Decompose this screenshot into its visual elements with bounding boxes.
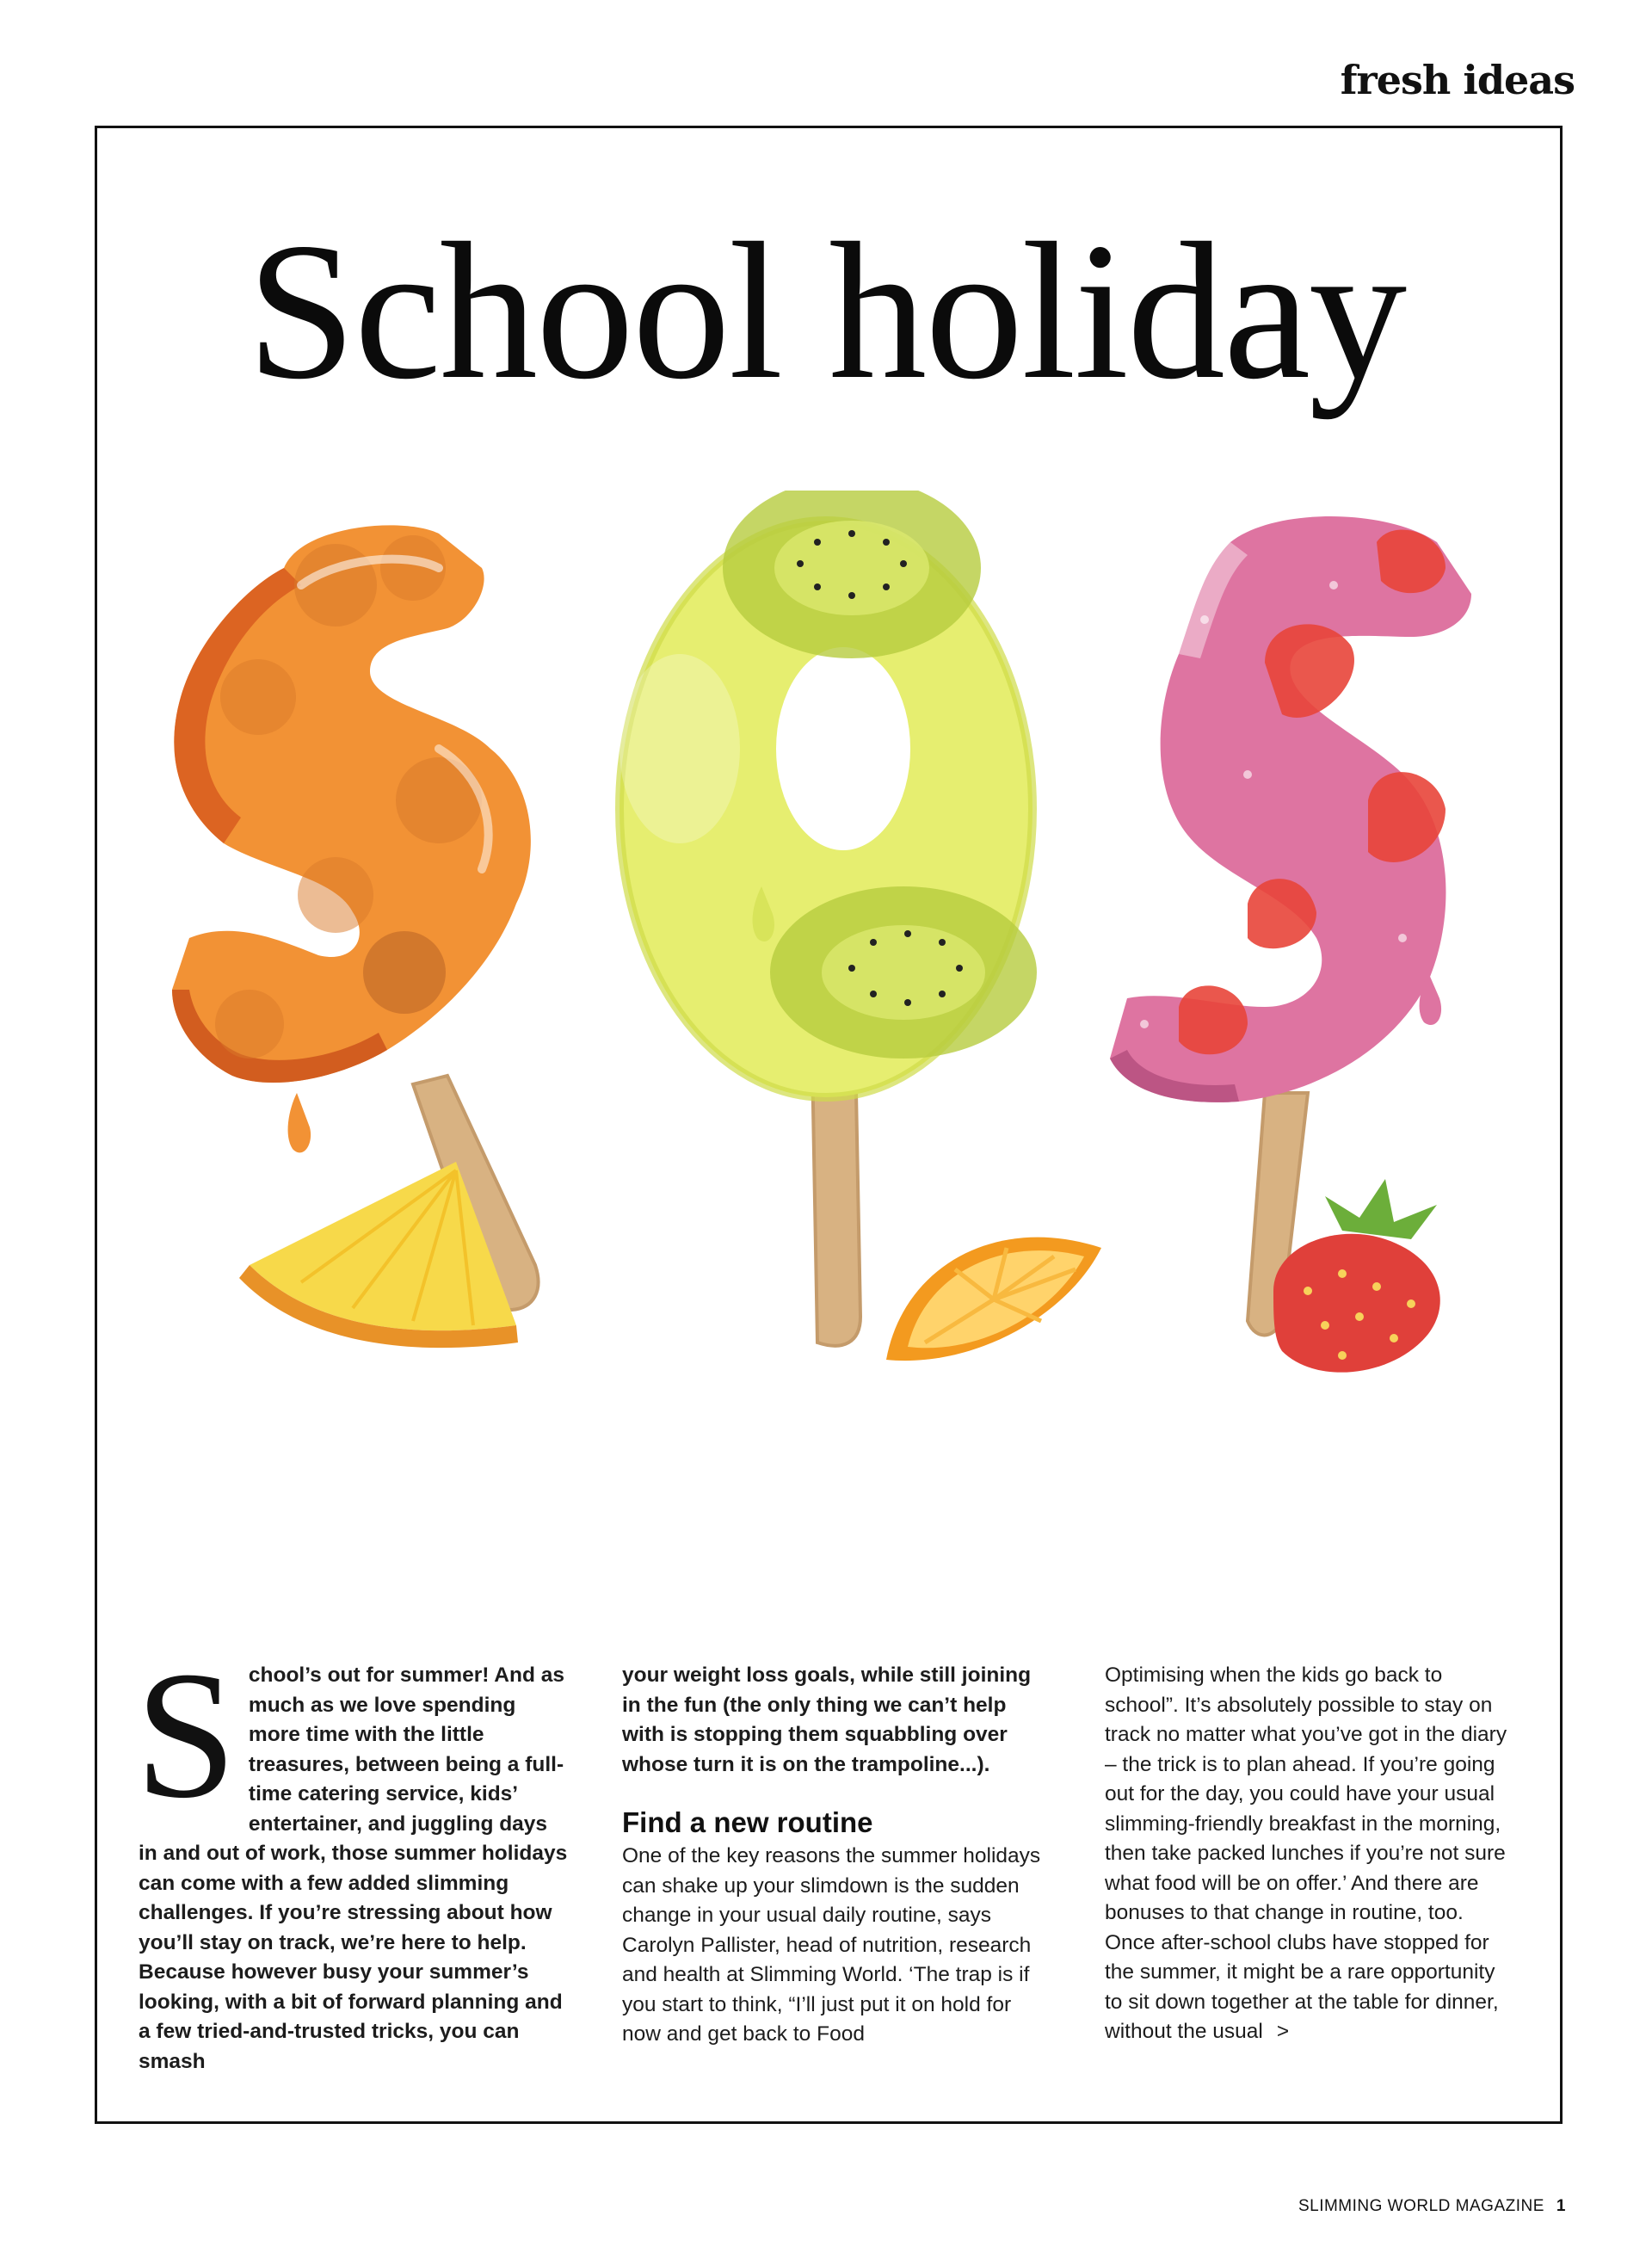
section-label: fresh ideas [1340, 57, 1575, 103]
article-column-2 [622, 1661, 1052, 2050]
intro-text: chool’s out for summer! And as much as we love spending more time with the little treasures, between being a full-time catering service, kids’ entertainer, and juggling days in and out of work, those summer holidays can come with a few added slimming challenges. If you’re stressing about how you’ll stay on track, we’re here to help. Because however busy your summer’s looking, with a bit of forward planning and a few tried-and-trusted tricks, you can smash [139, 1664, 568, 2073]
magazine-name: SLIMMING WORLD MAGAZINE [1298, 2197, 1544, 2215]
kiwi-lolly-o-icon [620, 491, 1037, 1346]
article-column-3 [1105, 1661, 1518, 2047]
body-paragraph: One of the key reasons the summer holidays can shake up your slimdown is the sudden change in your usual daily routine, says Carolyn Pallister, head of nutrition, research and health at Slimming World. ‘The trap is if you start to think, “I’ll just put it on hold for now and get back to Food [622, 1844, 1041, 2046]
headline: School holiday [246, 203, 1406, 420]
body-paragraph-continued: Optimising when the kids go back to school”. It’s absolutely possible to stay on track no matter what you’ve got in the diary – the trick is to plan ahead. If you’re going out for the day, you could have your usual slimming-friendly breakfast in the morning, then take packed lunches if you’re not sure what food will be on offer.’ And there are bonuses to that change in routine, too. Once after-school clubs have stopped for the summer, it might be a rare opportunity to sit down together at the table for dinner, without the usual [1105, 1664, 1507, 2043]
subheading: Find a new routine [622, 1806, 873, 1838]
strawberry-icon [1273, 1179, 1440, 1373]
drop-cap: S [135, 1633, 237, 1836]
article-column-1 [135, 1633, 569, 2077]
intro-continued: your weight loss goals, while still joining in the fun (the only thing we can’t help with is stopping them squabbling over whose turn it is on the trampoline...). [622, 1664, 1032, 1776]
orange-lolly-s-icon [172, 525, 539, 1310]
sos-lolly-illustration [129, 491, 1523, 1420]
orange-slice-icon [886, 1238, 1101, 1361]
page-footer [1298, 2197, 1566, 2216]
page-number: 1 [1556, 2197, 1566, 2215]
strawberry-lolly-s-icon [1110, 516, 1471, 1335]
continue-arrow-icon: > [1276, 2020, 1290, 2043]
